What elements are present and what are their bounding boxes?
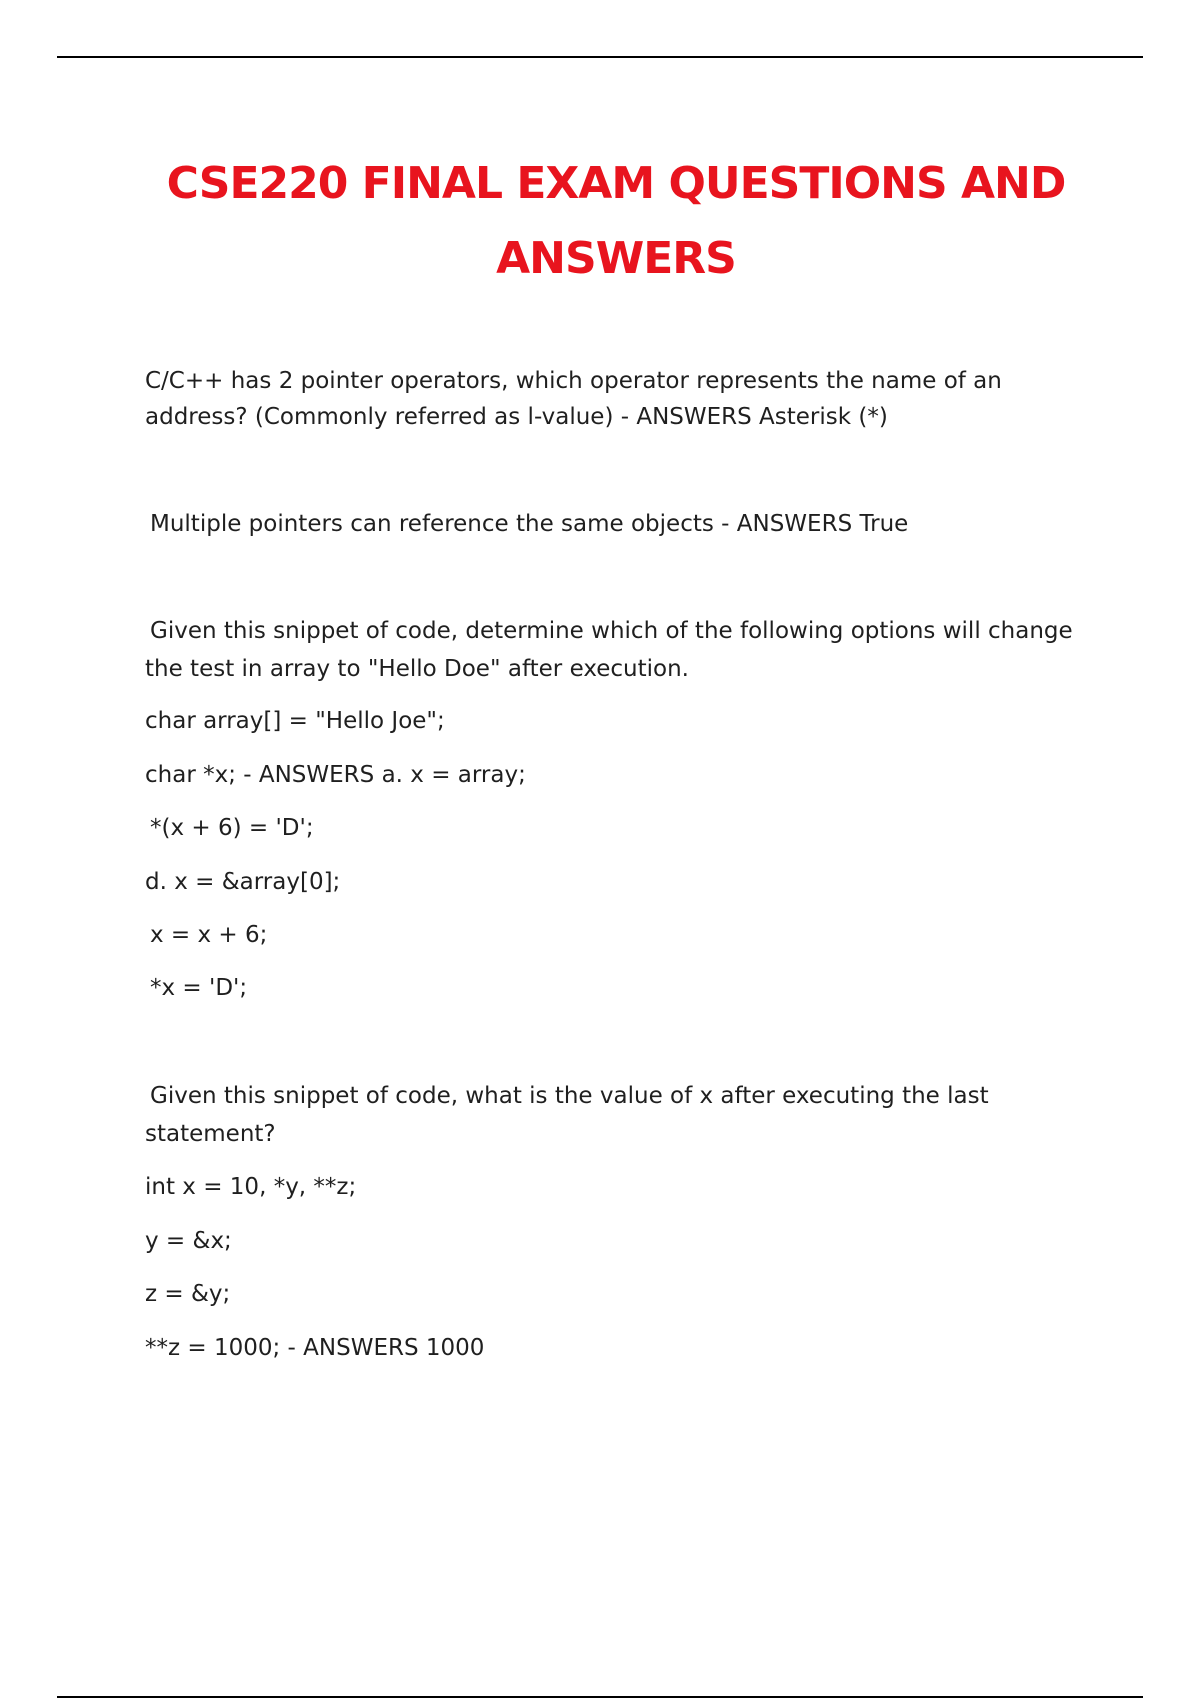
q3-code-6: *x = 'D';: [150, 975, 248, 1001]
title-line-1: CSE220 FINAL EXAM QUESTIONS AND: [166, 158, 1066, 209]
q3-line-2: the test in array to "Hello Doe" after execution.: [145, 656, 689, 682]
q4-code-1: int x = 10, *y, **z;: [145, 1174, 357, 1200]
q1-line-2: address? (Commonly referred as l-value) - ANSWERS Asterisk (*): [145, 404, 888, 430]
q3-code-4: d. x = &array[0];: [145, 869, 341, 895]
q3-line-1: Given this snippet of code, determine which of the following options will change: [150, 618, 1073, 644]
bottom-rule: [57, 1696, 1143, 1698]
q3-code-1: char array[] = "Hello Joe";: [145, 708, 445, 734]
title-line-2: ANSWERS: [496, 233, 736, 284]
q3-code-5: x = x + 6;: [150, 922, 268, 948]
q4-code-3: z = &y;: [145, 1281, 231, 1307]
q2-line-1: Multiple pointers can reference the same objects - ANSWERS True: [150, 511, 909, 537]
q3-code-2: char *x; - ANSWERS a. x = array;: [145, 762, 526, 788]
q4-code-4: **z = 1000; - ANSWERS 1000: [145, 1335, 485, 1361]
q4-line-1: Given this snippet of code, what is the value of x after executing the last: [150, 1083, 989, 1109]
q1-line-1: C/C++ has 2 pointer operators, which operator represents the name of an: [145, 368, 1002, 394]
q4-code-2: y = &x;: [145, 1228, 232, 1254]
q3-code-3: *(x + 6) = 'D';: [150, 815, 314, 841]
q4-line-2: statement?: [145, 1121, 276, 1147]
